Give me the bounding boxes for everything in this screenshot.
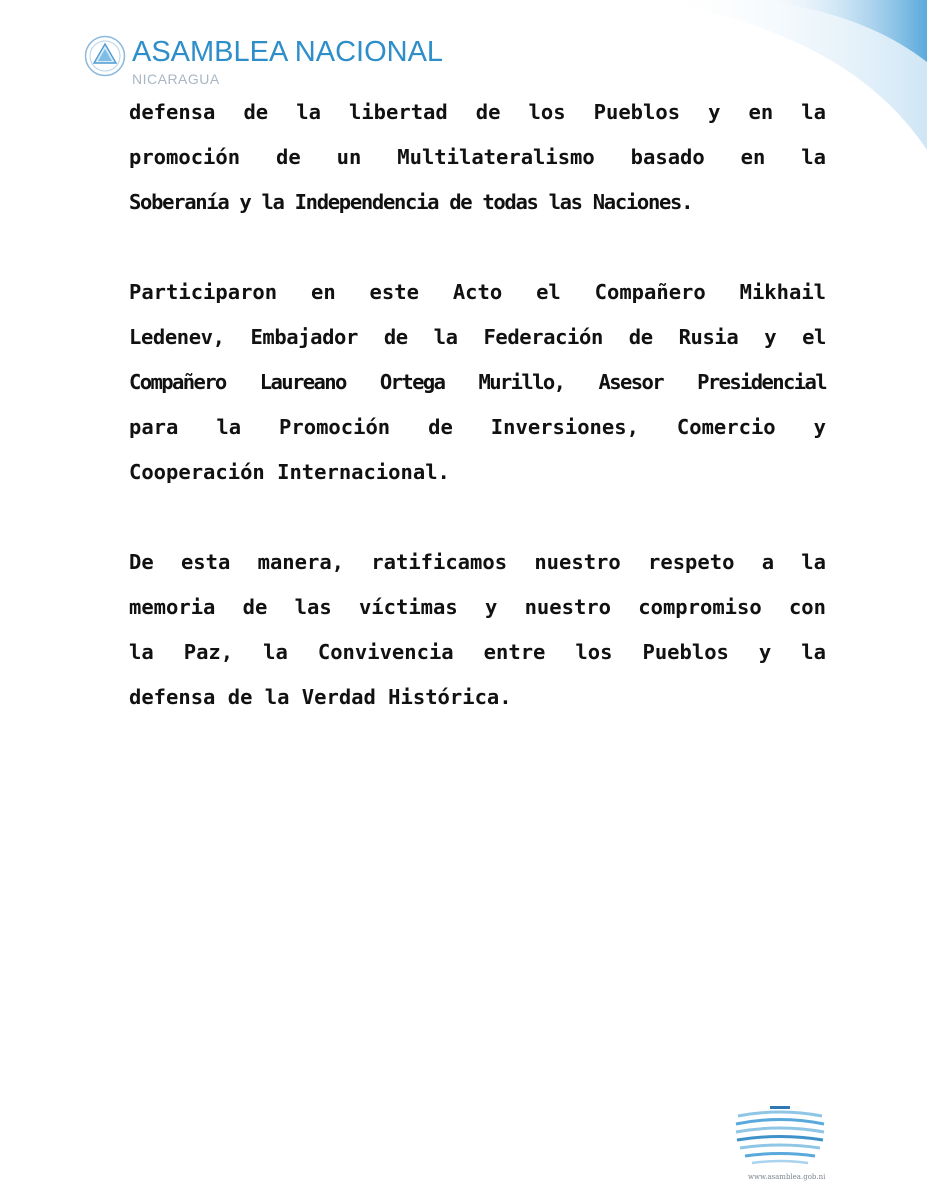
footer-website-url: www.asamblea.gob.ni (748, 1173, 826, 1181)
text-line: Compañero Laureano Ortega Murillo, Asesor Presidencial (129, 370, 826, 394)
text-line: la Paz, la Convivencia entre los Pueblos y la (129, 640, 826, 664)
paragraph (129, 90, 826, 225)
text-line: defensa de la Verdad Histórica. (129, 685, 512, 709)
assembly-seal-logo (84, 35, 126, 77)
header-subtitle: NICARAGUA (132, 71, 220, 87)
text-line: para la Promoción de Inversiones, Comercio y (129, 415, 826, 439)
text-line: Cooperación Internacional. (129, 460, 450, 484)
text-line: Ledenev, Embajador de la Federación de Rusia y el (129, 325, 826, 349)
paragraph (129, 270, 826, 495)
text-line: promoción de un Multilateralismo basado en la (129, 145, 826, 169)
paragraph (129, 540, 826, 720)
document-body (129, 90, 826, 720)
text-line: De esta manera, ratificamos nuestro respeto a la (129, 550, 826, 574)
header-title: ASAMBLEA NACIONAL (132, 36, 444, 68)
text-line: defensa de la libertad de los Pueblos y en la (129, 100, 826, 124)
text-line: Soberanía y la Independencia de todas las Naciones. (129, 190, 693, 214)
assembly-emblem-footer-logo (730, 1100, 830, 1172)
text-line: Participaron en este Acto el Compañero Mikhail (129, 280, 826, 304)
text-line: memoria de las víctimas y nuestro compromiso con (129, 595, 826, 619)
